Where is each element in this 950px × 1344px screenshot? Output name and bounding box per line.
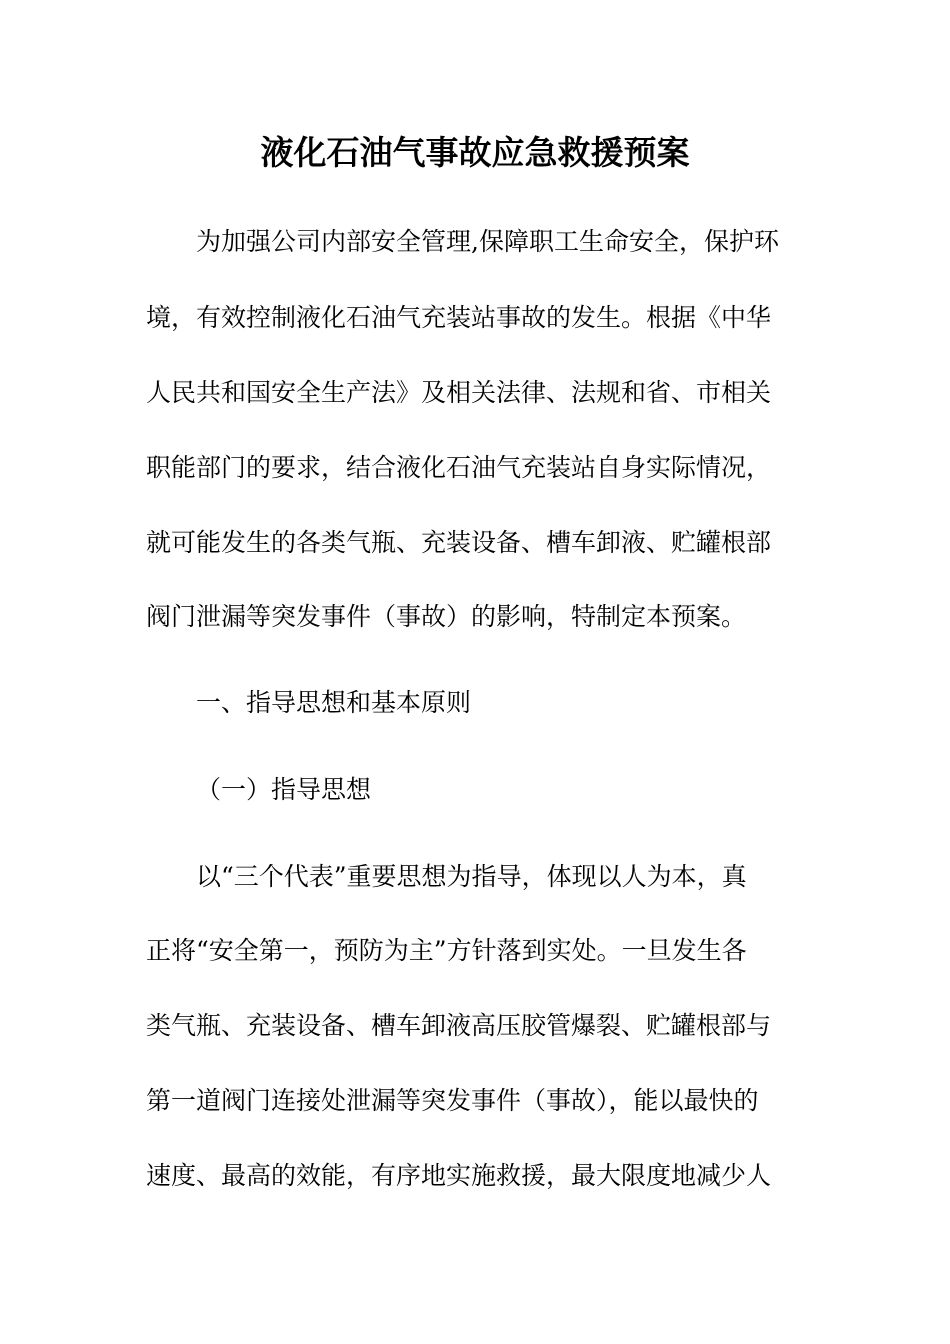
subsection-heading: （一）指导思想	[196, 775, 372, 804]
section-heading: 一、指导思想和基本原则	[196, 688, 472, 717]
paragraph-line: 正将“安全第一，预防为主”方针落到实处。一旦发生各	[146, 936, 747, 965]
paragraph-line: 类气瓶、充装设备、槽车卸液高压胶管爆裂、贮罐根部与	[146, 1011, 772, 1040]
paragraph-line: 人民共和国安全生产法》及相关法律、法规和省、市相关	[146, 378, 772, 407]
paragraph-line: 速度、最高的效能，有序地实施救援，最大限度地减少人	[146, 1161, 772, 1190]
paragraph-line: 就可能发生的各类气瓶、充装设备、槽车卸液、贮罐根部	[146, 528, 772, 557]
paragraph-line: 境，有效控制液化石油气充装站事故的发生。根据《中华	[146, 303, 772, 332]
paragraph-line: 第一道阀门连接处泄漏等突发事件（事故），能以最快的	[146, 1086, 759, 1115]
paragraph-line: 为加强公司内部安全管理,保障职工生命安全，保护环	[196, 227, 779, 256]
paragraph-line: 阀门泄漏等突发事件（事故）的影响，特制定本预案。	[146, 602, 747, 631]
document-title: 液化石油气事故应急救援预案	[260, 133, 690, 172]
paragraph-line: 以“三个代表”重要思想为指导，体现以人为本，真	[196, 862, 747, 891]
paragraph-line: 职能部门的要求，结合液化石油气充装站自身实际情况，	[146, 453, 772, 482]
